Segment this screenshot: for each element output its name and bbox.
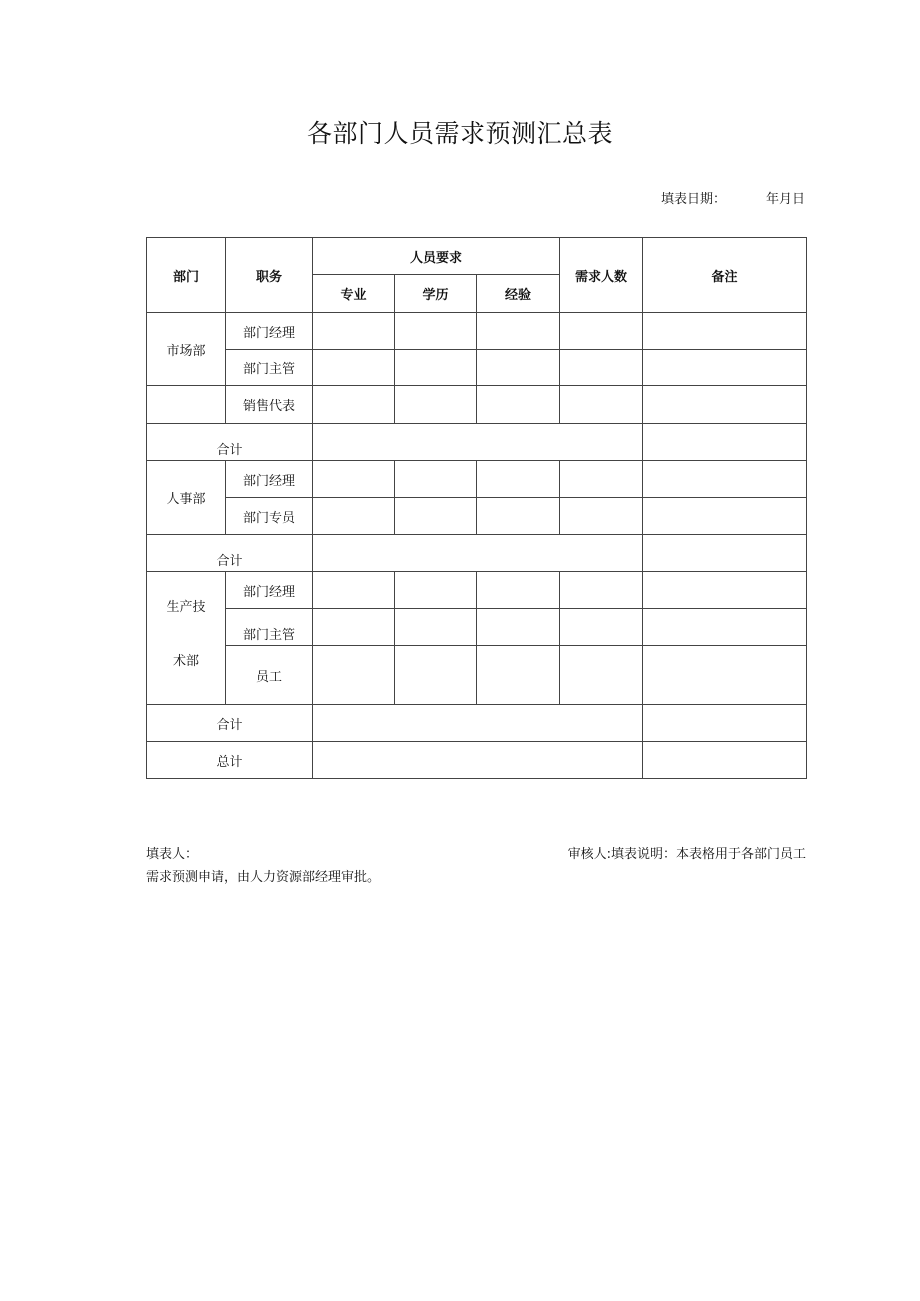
header-remark: 备注 — [643, 238, 807, 313]
major-cell[interactable] — [313, 386, 395, 424]
position-cell: 部门主管 — [226, 609, 313, 646]
position-cell: 销售代表 — [226, 386, 313, 424]
count-cell[interactable] — [560, 572, 643, 609]
major-cell[interactable] — [313, 350, 395, 386]
dept-hr: 人事部 — [147, 461, 226, 535]
count-cell[interactable] — [560, 461, 643, 498]
table-row — [147, 350, 807, 386]
experience-cell[interactable] — [477, 350, 560, 386]
count-cell[interactable] — [560, 350, 643, 386]
count-cell[interactable] — [560, 386, 643, 424]
dept-cell-empty — [147, 386, 226, 424]
major-cell[interactable] — [313, 313, 395, 350]
remark-cell[interactable] — [643, 386, 807, 424]
footer-note: 需求预测申请，由人力资源部经理审批。 — [146, 870, 381, 885]
remark-cell[interactable] — [643, 313, 807, 350]
table-row — [147, 572, 807, 609]
education-cell[interactable] — [395, 609, 477, 646]
education-cell[interactable] — [395, 350, 477, 386]
fill-date-label: 填表日期： — [660, 192, 726, 207]
education-cell[interactable] — [395, 572, 477, 609]
subtotal-label: 合计 — [147, 705, 313, 742]
major-cell[interactable] — [313, 572, 395, 609]
grand-total-label: 总计 — [147, 742, 313, 779]
remark-cell[interactable] — [643, 424, 807, 461]
count-cell[interactable] — [560, 313, 643, 350]
page-title: 各部门人员需求预测汇总表 — [306, 119, 613, 148]
table-row — [147, 646, 807, 705]
header-major: 专业 — [313, 275, 395, 313]
dept-production-line1: 生产技 — [166, 600, 206, 615]
subtotal-row — [147, 705, 807, 742]
education-cell[interactable] — [395, 461, 477, 498]
position-cell: 部门经理 — [226, 572, 313, 609]
remark-cell[interactable] — [643, 535, 807, 572]
major-cell[interactable] — [313, 609, 395, 646]
header-count: 需求人数 — [560, 238, 643, 313]
table-row — [147, 386, 807, 424]
table-row — [147, 461, 807, 498]
dept-marketing: 市场部 — [147, 313, 226, 386]
experience-cell[interactable] — [477, 646, 560, 705]
experience-cell[interactable] — [477, 461, 560, 498]
subtotal-value[interactable] — [313, 424, 643, 461]
remark-cell[interactable] — [643, 350, 807, 386]
education-cell[interactable] — [395, 646, 477, 705]
header-requirements: 人员要求 — [313, 238, 560, 275]
position-cell: 部门经理 — [226, 461, 313, 498]
subtotal-value[interactable] — [313, 705, 643, 742]
experience-cell[interactable] — [477, 498, 560, 535]
reviewer-note: 审核人:填表说明：本表格用于各部门员工 — [567, 847, 806, 862]
education-cell[interactable] — [395, 313, 477, 350]
grand-total-value[interactable] — [313, 742, 643, 779]
major-cell[interactable] — [313, 646, 395, 705]
demand-table — [146, 237, 807, 779]
subtotal-label: 合计 — [147, 424, 313, 461]
major-cell[interactable] — [313, 498, 395, 535]
subtotal-label: 合计 — [147, 535, 313, 572]
subtotal-row — [147, 535, 807, 572]
dept-production — [147, 572, 226, 705]
position-cell: 部门专员 — [226, 498, 313, 535]
experience-cell[interactable] — [477, 386, 560, 424]
filler-label: 填表人： — [146, 847, 199, 862]
experience-cell[interactable] — [477, 572, 560, 609]
subtotal-value[interactable] — [313, 535, 643, 572]
count-cell[interactable] — [560, 609, 643, 646]
header-dept: 部门 — [147, 238, 226, 313]
position-cell: 部门经理 — [226, 313, 313, 350]
remark-cell[interactable] — [643, 609, 807, 646]
dept-production-line2: 术部 — [172, 654, 199, 669]
header-education: 学历 — [395, 275, 477, 313]
table-row — [147, 609, 807, 646]
experience-cell[interactable] — [477, 313, 560, 350]
count-cell[interactable] — [560, 646, 643, 705]
position-cell: 员工 — [226, 646, 313, 705]
major-cell[interactable] — [313, 461, 395, 498]
remark-cell[interactable] — [643, 498, 807, 535]
header-position: 职务 — [226, 238, 313, 313]
grand-total-row — [147, 742, 807, 779]
header-row — [147, 238, 807, 275]
remark-cell[interactable] — [643, 705, 807, 742]
position-cell: 部门主管 — [226, 350, 313, 386]
header-experience: 经验 — [477, 275, 560, 313]
footer-signatures — [146, 843, 806, 862]
education-cell[interactable] — [395, 498, 477, 535]
remark-cell[interactable] — [643, 461, 807, 498]
count-cell[interactable] — [560, 498, 643, 535]
table-row — [147, 313, 807, 350]
remark-cell[interactable] — [643, 646, 807, 705]
subtotal-row — [147, 424, 807, 461]
experience-cell[interactable] — [477, 609, 560, 646]
fill-date-value: 年月日 — [765, 192, 805, 207]
table-row — [147, 498, 807, 535]
remark-cell[interactable] — [643, 742, 807, 779]
education-cell[interactable] — [395, 386, 477, 424]
fill-date — [661, 188, 805, 207]
remark-cell[interactable] — [643, 572, 807, 609]
